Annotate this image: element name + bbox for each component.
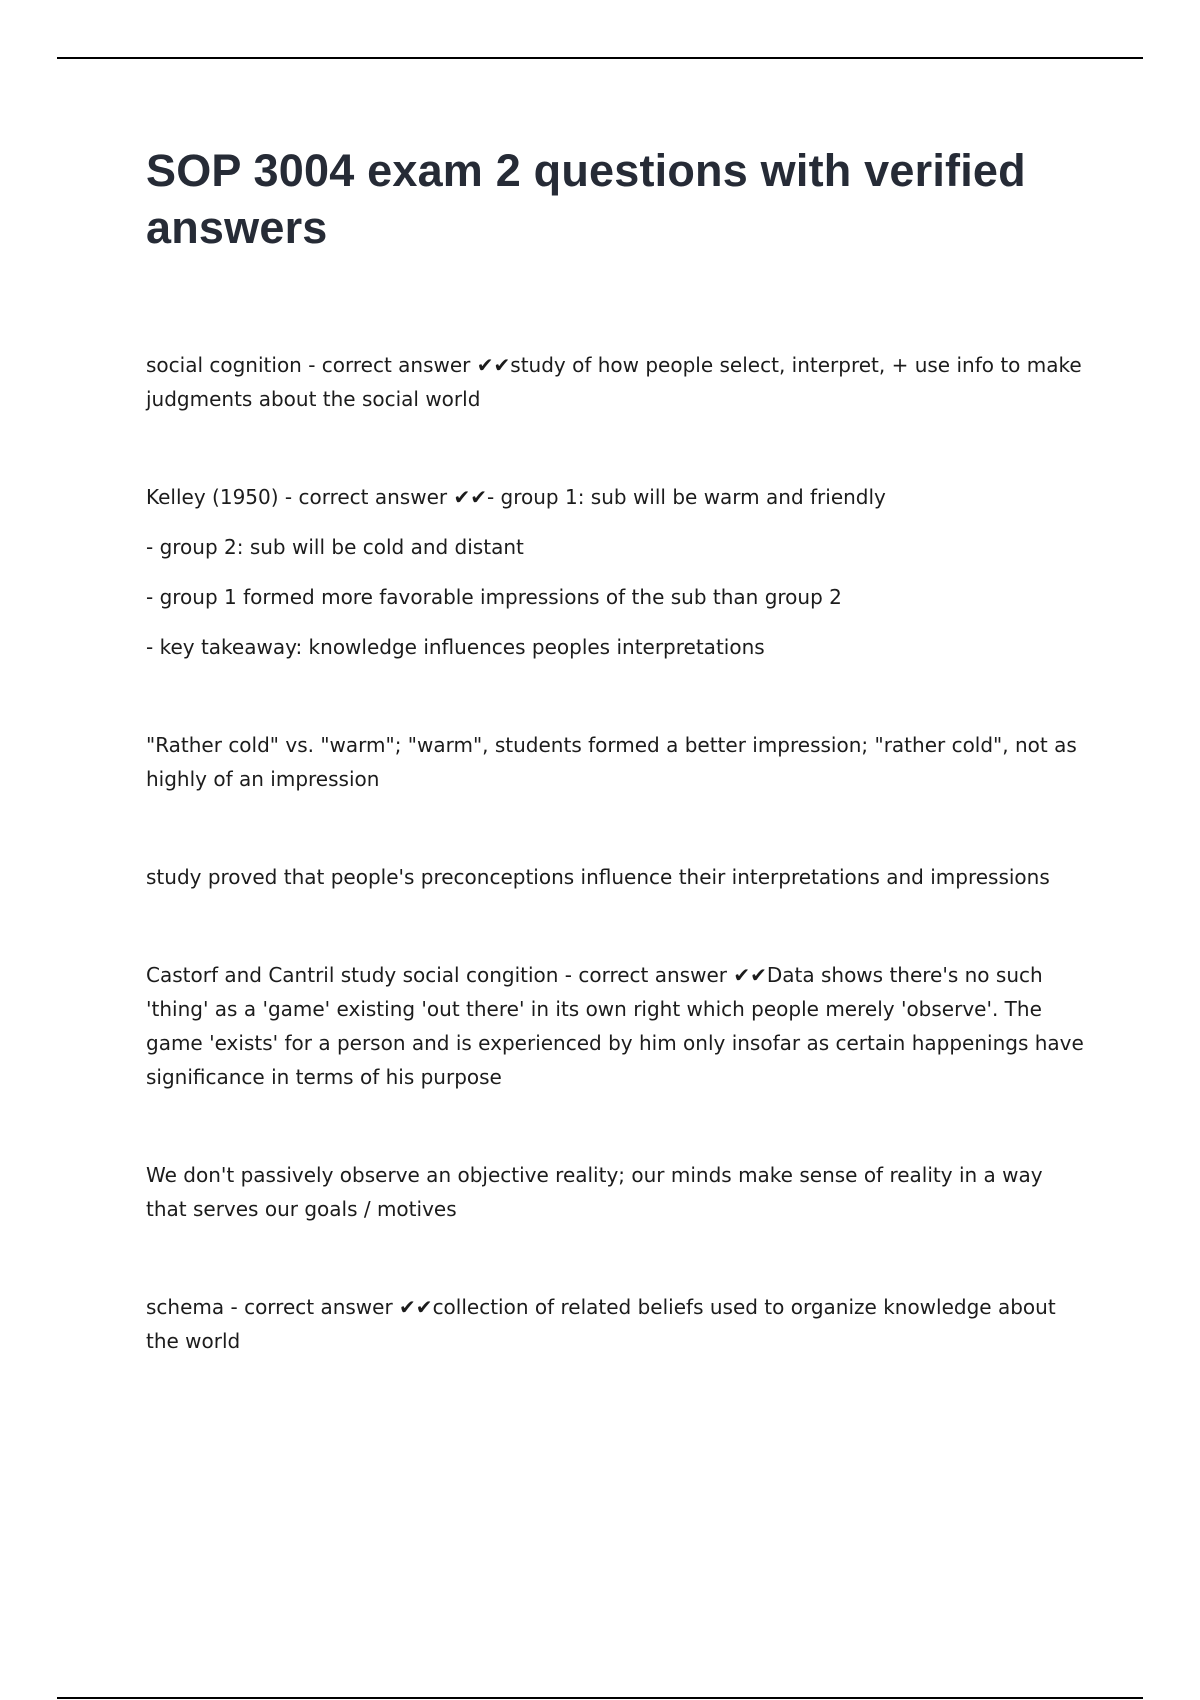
entry-rather-cold: "Rather cold" vs. "warm"; "warm", students formed a better impression; "rather cold", not as highly of an impression (146, 733, 1077, 791)
entry-kelley: Kelley (1950) - correct answer ✔✔- group 1: sub will be warm and friendly (146, 485, 886, 509)
entry-study-proved: study proved that people's preconceptions influence their interpretations and impressions (146, 865, 1050, 889)
document-body (146, 142, 1086, 1358)
entry-schema: schema - correct answer ✔✔collection of related beliefs used to organize knowledge about the world (146, 1295, 1056, 1353)
top-rule (57, 57, 1143, 59)
document-title: SOP 3004 exam 2 questions with verified answers (146, 145, 1026, 253)
bottom-rule (57, 1697, 1143, 1699)
entry-social-cognition: social cognition - correct answer ✔✔study of how people select, interpret, + use info to make judgments about the social world (146, 353, 1082, 411)
entry-kelley-result: - group 1 formed more favorable impressions of the sub than group 2 (146, 585, 842, 609)
entry-kelley-takeaway: - key takeaway: knowledge influences peoples interpretations (146, 635, 765, 659)
entry-objective-reality: We don't passively observe an objective reality; our minds make sense of reality in a way that serves our goals / motives (146, 1163, 1043, 1221)
entry-list (146, 348, 1086, 1358)
entry-castorf-cantril: Castorf and Cantril study social congition - correct answer ✔✔Data shows there's no such 'thing' as a 'game' existing 'out there' in its own right which people merely 'observe'. The game 'exists' for a person and is experienced by him only insofar as certain happenings have significance in terms of his purpose (146, 963, 1084, 1089)
entry-kelley-group2: - group 2: sub will be cold and distant (146, 535, 524, 559)
